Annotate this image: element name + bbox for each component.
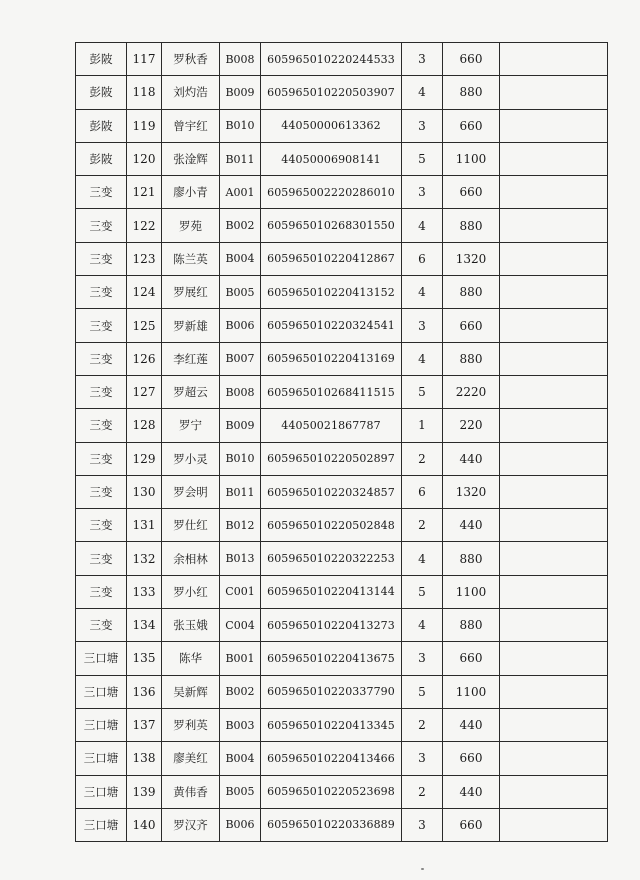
table-row xyxy=(76,642,608,675)
row-number-cell: 133 xyxy=(127,575,162,608)
table-row xyxy=(76,609,608,642)
household-code-cell: B012 xyxy=(220,509,261,542)
persons-count-cell: 5 xyxy=(402,142,443,175)
account-number-cell: 605965010220324857 xyxy=(261,475,402,508)
amount-cell: 1320 xyxy=(443,242,500,275)
persons-count-cell: 3 xyxy=(402,43,443,76)
name-cell: 罗宁 xyxy=(162,409,220,442)
amount-cell: 660 xyxy=(443,109,500,142)
amount-cell: 880 xyxy=(443,76,500,109)
note-cell xyxy=(500,775,608,808)
amount-cell: 880 xyxy=(443,276,500,309)
account-number-cell: 605965010220244533 xyxy=(261,43,402,76)
amount-cell: 1320 xyxy=(443,475,500,508)
household-code-cell: B002 xyxy=(220,209,261,242)
village-cell: 三变 xyxy=(76,276,127,309)
row-number-cell: 132 xyxy=(127,542,162,575)
note-cell xyxy=(500,675,608,708)
note-cell xyxy=(500,742,608,775)
row-number-cell: 126 xyxy=(127,342,162,375)
table-row xyxy=(76,142,608,175)
persons-count-cell: 4 xyxy=(402,542,443,575)
note-cell xyxy=(500,276,608,309)
household-code-cell: B007 xyxy=(220,342,261,375)
village-cell: 三变 xyxy=(76,176,127,209)
persons-count-cell: 4 xyxy=(402,276,443,309)
household-code-cell: B005 xyxy=(220,276,261,309)
name-cell: 罗汉齐 xyxy=(162,808,220,841)
name-cell: 李红莲 xyxy=(162,342,220,375)
note-cell xyxy=(500,375,608,408)
amount-cell: 440 xyxy=(443,775,500,808)
account-number-cell: 605965010268301550 xyxy=(261,209,402,242)
household-code-cell: B002 xyxy=(220,675,261,708)
name-cell: 罗秋香 xyxy=(162,43,220,76)
amount-cell: 440 xyxy=(443,708,500,741)
account-number-cell: 605965010220523698 xyxy=(261,775,402,808)
note-cell xyxy=(500,242,608,275)
row-number-cell: 138 xyxy=(127,742,162,775)
name-cell: 罗会明 xyxy=(162,475,220,508)
village-cell: 三变 xyxy=(76,542,127,575)
account-number-cell: 605965010220412867 xyxy=(261,242,402,275)
row-number-cell: 121 xyxy=(127,176,162,209)
village-cell: 彭陂 xyxy=(76,43,127,76)
amount-cell: 880 xyxy=(443,209,500,242)
persons-count-cell: 2 xyxy=(402,509,443,542)
table-row xyxy=(76,775,608,808)
household-code-cell: B010 xyxy=(220,442,261,475)
household-code-cell: B011 xyxy=(220,475,261,508)
table-row xyxy=(76,509,608,542)
village-cell: 三口塘 xyxy=(76,675,127,708)
note-cell xyxy=(500,342,608,375)
account-number-cell: 44050000613362 xyxy=(261,109,402,142)
household-code-cell: B009 xyxy=(220,76,261,109)
amount-cell: 2220 xyxy=(443,375,500,408)
account-number-cell: 605965010220322253 xyxy=(261,542,402,575)
note-cell xyxy=(500,209,608,242)
row-number-cell: 129 xyxy=(127,442,162,475)
household-code-cell: B011 xyxy=(220,142,261,175)
household-code-cell: B004 xyxy=(220,742,261,775)
row-number-cell: 139 xyxy=(127,775,162,808)
persons-count-cell: 6 xyxy=(402,475,443,508)
row-number-cell: 131 xyxy=(127,509,162,542)
name-cell: 罗展红 xyxy=(162,276,220,309)
persons-count-cell: 5 xyxy=(402,375,443,408)
note-cell xyxy=(500,808,608,841)
household-code-cell: B004 xyxy=(220,242,261,275)
row-number-cell: 134 xyxy=(127,609,162,642)
table-row xyxy=(76,109,608,142)
village-cell: 三变 xyxy=(76,242,127,275)
village-cell: 三变 xyxy=(76,375,127,408)
village-cell: 三变 xyxy=(76,342,127,375)
village-cell: 三口塘 xyxy=(76,708,127,741)
household-code-cell: C004 xyxy=(220,609,261,642)
account-number-cell: 605965010220502897 xyxy=(261,442,402,475)
table-row xyxy=(76,342,608,375)
village-cell: 三变 xyxy=(76,309,127,342)
name-cell: 廖小青 xyxy=(162,176,220,209)
village-cell: 彭陂 xyxy=(76,109,127,142)
row-number-cell: 118 xyxy=(127,76,162,109)
village-cell: 三口塘 xyxy=(76,642,127,675)
persons-count-cell: 2 xyxy=(402,708,443,741)
amount-cell: 880 xyxy=(443,609,500,642)
amount-cell: 880 xyxy=(443,342,500,375)
account-number-cell: 605965010220413144 xyxy=(261,575,402,608)
village-cell: 三变 xyxy=(76,609,127,642)
persons-count-cell: 3 xyxy=(402,808,443,841)
household-code-cell: B009 xyxy=(220,409,261,442)
records-body xyxy=(76,43,608,842)
table-row xyxy=(76,176,608,209)
persons-count-cell: 4 xyxy=(402,342,443,375)
row-number-cell: 120 xyxy=(127,142,162,175)
amount-cell: 220 xyxy=(443,409,500,442)
village-cell: 彭陂 xyxy=(76,142,127,175)
note-cell xyxy=(500,109,608,142)
amount-cell: 660 xyxy=(443,808,500,841)
persons-count-cell: 3 xyxy=(402,109,443,142)
note-cell xyxy=(500,176,608,209)
name-cell: 张淦辉 xyxy=(162,142,220,175)
persons-count-cell: 5 xyxy=(402,575,443,608)
table-row xyxy=(76,675,608,708)
village-cell: 三口塘 xyxy=(76,808,127,841)
name-cell: 罗新雄 xyxy=(162,309,220,342)
persons-count-cell: 4 xyxy=(402,209,443,242)
amount-cell: 1100 xyxy=(443,575,500,608)
household-code-cell: B013 xyxy=(220,542,261,575)
amount-cell: 1100 xyxy=(443,142,500,175)
row-number-cell: 137 xyxy=(127,708,162,741)
account-number-cell: 605965010220413169 xyxy=(261,342,402,375)
name-cell: 廖美红 xyxy=(162,742,220,775)
table-row xyxy=(76,209,608,242)
village-cell: 三变 xyxy=(76,442,127,475)
village-cell: 三变 xyxy=(76,509,127,542)
name-cell: 张玉娥 xyxy=(162,609,220,642)
household-code-cell: A001 xyxy=(220,176,261,209)
village-cell: 三变 xyxy=(76,475,127,508)
table-row xyxy=(76,808,608,841)
account-number-cell: 605965010220324541 xyxy=(261,309,402,342)
village-cell: 三口塘 xyxy=(76,742,127,775)
account-number-cell: 605965010220413345 xyxy=(261,708,402,741)
table-row xyxy=(76,309,608,342)
persons-count-cell: 6 xyxy=(402,242,443,275)
row-number-cell: 123 xyxy=(127,242,162,275)
household-code-cell: B005 xyxy=(220,775,261,808)
household-code-cell: C001 xyxy=(220,575,261,608)
table-row xyxy=(76,409,608,442)
persons-count-cell: 3 xyxy=(402,309,443,342)
persons-count-cell: 4 xyxy=(402,609,443,642)
amount-cell: 880 xyxy=(443,542,500,575)
name-cell: 陈华 xyxy=(162,642,220,675)
note-cell xyxy=(500,76,608,109)
note-cell xyxy=(500,642,608,675)
name-cell: 刘灼浩 xyxy=(162,76,220,109)
name-cell: 罗小灵 xyxy=(162,442,220,475)
name-cell: 罗苑 xyxy=(162,209,220,242)
note-cell xyxy=(500,575,608,608)
table-row xyxy=(76,76,608,109)
note-cell xyxy=(500,542,608,575)
records-table xyxy=(75,42,608,842)
note-cell xyxy=(500,142,608,175)
row-number-cell: 125 xyxy=(127,309,162,342)
table-row xyxy=(76,276,608,309)
note-cell xyxy=(500,409,608,442)
account-number-cell: 605965010220413152 xyxy=(261,276,402,309)
table-row xyxy=(76,742,608,775)
amount-cell: 660 xyxy=(443,43,500,76)
account-number-cell: 605965010220336889 xyxy=(261,808,402,841)
name-cell: 余相林 xyxy=(162,542,220,575)
note-cell xyxy=(500,43,608,76)
village-cell: 三变 xyxy=(76,209,127,242)
account-number-cell: 605965010220413675 xyxy=(261,642,402,675)
row-number-cell: 127 xyxy=(127,375,162,408)
name-cell: 罗超云 xyxy=(162,375,220,408)
village-cell: 彭陂 xyxy=(76,76,127,109)
table-row xyxy=(76,542,608,575)
note-cell xyxy=(500,509,608,542)
account-number-cell: 605965010220413273 xyxy=(261,609,402,642)
amount-cell: 660 xyxy=(443,642,500,675)
account-number-cell: 44050006908141 xyxy=(261,142,402,175)
name-cell: 黄伟香 xyxy=(162,775,220,808)
table-row xyxy=(76,442,608,475)
amount-cell: 660 xyxy=(443,309,500,342)
table-row xyxy=(76,375,608,408)
account-number-cell: 44050021867787 xyxy=(261,409,402,442)
amount-cell: 440 xyxy=(443,509,500,542)
account-number-cell: 605965010220337790 xyxy=(261,675,402,708)
row-number-cell: 128 xyxy=(127,409,162,442)
household-code-cell: B001 xyxy=(220,642,261,675)
name-cell: 罗小红 xyxy=(162,575,220,608)
table-row xyxy=(76,708,608,741)
household-code-cell: B008 xyxy=(220,43,261,76)
row-number-cell: 117 xyxy=(127,43,162,76)
household-code-cell: B006 xyxy=(220,808,261,841)
persons-count-cell: 1 xyxy=(402,409,443,442)
persons-count-cell: 3 xyxy=(402,176,443,209)
name-cell: 陈兰英 xyxy=(162,242,220,275)
row-number-cell: 135 xyxy=(127,642,162,675)
row-number-cell: 124 xyxy=(127,276,162,309)
amount-cell: 1100 xyxy=(443,675,500,708)
name-cell: 吴新辉 xyxy=(162,675,220,708)
note-cell xyxy=(500,708,608,741)
village-cell: 三变 xyxy=(76,409,127,442)
row-number-cell: 119 xyxy=(127,109,162,142)
amount-cell: 660 xyxy=(443,742,500,775)
table-row xyxy=(76,242,608,275)
account-number-cell: 605965010220502848 xyxy=(261,509,402,542)
amount-cell: 660 xyxy=(443,176,500,209)
table-row xyxy=(76,475,608,508)
table-row xyxy=(76,575,608,608)
account-number-cell: 605965010268411515 xyxy=(261,375,402,408)
note-cell xyxy=(500,442,608,475)
note-cell xyxy=(500,475,608,508)
village-cell: 三口塘 xyxy=(76,775,127,808)
account-number-cell: 605965002220286010 xyxy=(261,176,402,209)
household-code-cell: B008 xyxy=(220,375,261,408)
persons-count-cell: 5 xyxy=(402,675,443,708)
row-number-cell: 140 xyxy=(127,808,162,841)
household-code-cell: B003 xyxy=(220,708,261,741)
row-number-cell: 122 xyxy=(127,209,162,242)
household-code-cell: B006 xyxy=(220,309,261,342)
name-cell: 曾宇红 xyxy=(162,109,220,142)
village-cell: 三变 xyxy=(76,575,127,608)
name-cell: 罗利英 xyxy=(162,708,220,741)
name-cell: 罗仕红 xyxy=(162,509,220,542)
account-number-cell: 605965010220503907 xyxy=(261,76,402,109)
persons-count-cell: 4 xyxy=(402,76,443,109)
note-cell xyxy=(500,309,608,342)
scan-speck xyxy=(421,868,424,870)
row-number-cell: 130 xyxy=(127,475,162,508)
account-number-cell: 605965010220413466 xyxy=(261,742,402,775)
table-row xyxy=(76,43,608,76)
persons-count-cell: 3 xyxy=(402,742,443,775)
persons-count-cell: 2 xyxy=(402,775,443,808)
household-code-cell: B010 xyxy=(220,109,261,142)
persons-count-cell: 3 xyxy=(402,642,443,675)
persons-count-cell: 2 xyxy=(402,442,443,475)
note-cell xyxy=(500,609,608,642)
row-number-cell: 136 xyxy=(127,675,162,708)
amount-cell: 440 xyxy=(443,442,500,475)
